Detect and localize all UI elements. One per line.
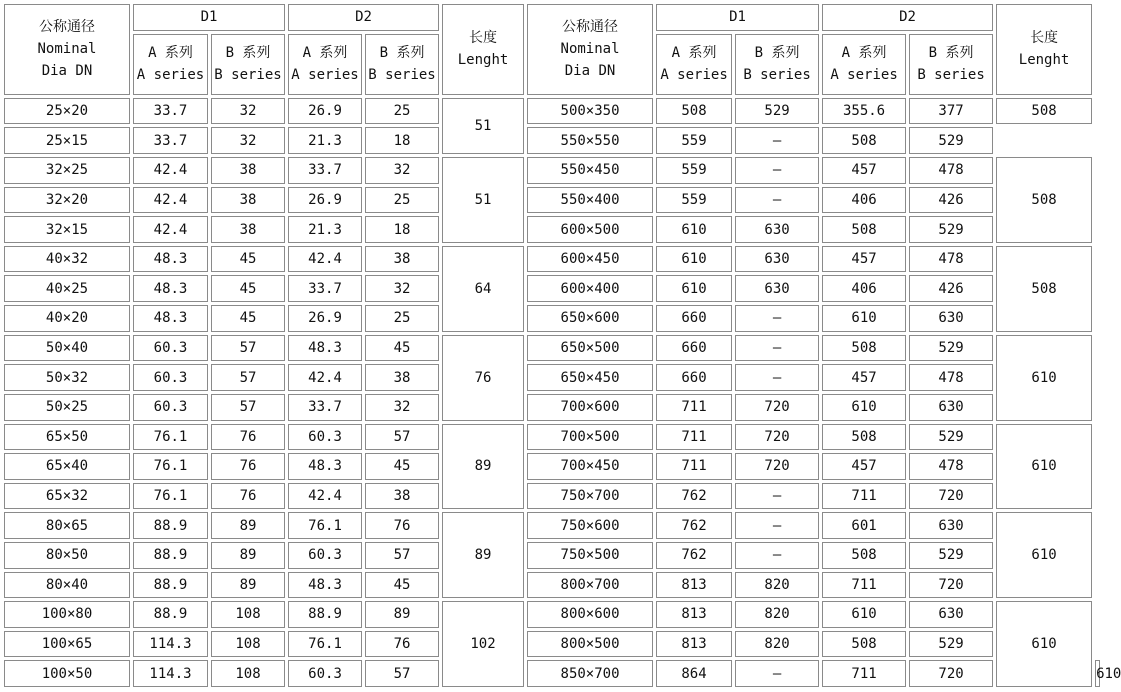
dia-dn-label: Dia DN [564,63,616,80]
length-cell: 610 [996,424,1092,510]
d2-b-series-cell: 32 [365,275,439,302]
d2-a-series-cell: 508 [822,335,906,362]
nominal-dia-cell: 40×25 [4,275,130,302]
nominal-dia-cell: 32×15 [4,216,130,243]
d1-b-series-cell: 89 [211,512,285,539]
d2-b-series-cell: 45 [365,572,439,599]
nominal-dia-cell: 50×25 [4,394,130,421]
nominal-dia-cell: 550×450 [527,157,653,184]
nominal-dia-cell: 650×450 [527,364,653,391]
d2-b-series-cell: 32 [365,157,439,184]
length-header-left [442,4,524,95]
nominal-dia-cell: 750×500 [527,542,653,569]
d1-a-series-cell: 42.4 [133,187,208,214]
nominal-dia-cell: 700×500 [527,424,653,451]
length-cell: 610 [996,512,1092,598]
d2-b-series-cell: 38 [365,483,439,510]
d1-a-series-cell: 60.3 [133,335,208,362]
d2-b-series-cell: 529 [909,542,993,569]
table-row [4,483,1100,510]
nominal-dia-cell: 800×500 [527,631,653,658]
d2-a-series-cell: 21.3 [288,127,362,154]
length-cell [996,127,1092,154]
d1-a-series-cell: 48.3 [133,246,208,273]
d1-b-series-cell: – [735,305,819,332]
d1-b-series-cell: 45 [211,305,285,332]
nominal-dia-cell: 800×700 [527,572,653,599]
length-cell: 64 [442,246,524,332]
length-cell: 610 [996,601,1092,687]
length-en-label: Lenght [457,52,509,69]
nominal-dia-cell: 100×50 [4,660,130,687]
d2-b-series-header-right [909,34,993,95]
b-series-cn: B 系列 [928,45,974,62]
d2-a-series-cell: 33.7 [288,275,362,302]
d1-b-series-cell: 720 [735,453,819,480]
d2-a-series-cell: 610 [822,394,906,421]
d1-header-left: D1 [133,4,285,31]
d2-a-series-cell: 508 [822,127,906,154]
d1-a-series-cell: 660 [656,364,732,391]
nominal-dia-cell: 850×700 [527,660,653,687]
header-row-1 [4,4,1100,31]
d2-a-series-cell: 76.1 [288,631,362,658]
table-row [4,187,1100,214]
d1-a-series-cell: 33.7 [133,98,208,125]
d1-a-series-cell: 559 [656,187,732,214]
d2-b-series-cell: 478 [909,157,993,184]
length-cell: 76 [442,335,524,421]
d2-a-series-cell: 33.7 [288,394,362,421]
d2-a-series-cell: 457 [822,364,906,391]
d1-a-series-cell: 508 [656,98,732,125]
table-row [4,424,1100,451]
d1-a-series-cell: 60.3 [133,364,208,391]
d1-a-series-cell: 610 [656,216,732,243]
nominal-dia-cell: 65×40 [4,453,130,480]
d2-a-series-cell: 42.4 [288,246,362,273]
d2-a-series-cell: 60.3 [288,424,362,451]
length-cell: 508 [996,98,1092,125]
d1-b-series-cell: – [735,512,819,539]
length-cell: 89 [442,424,524,510]
d2-b-series-cell: 529 [909,335,993,362]
d2-b-series-cell: 529 [909,127,993,154]
d1-b-series-cell: – [735,157,819,184]
d2-a-series-cell: 711 [822,660,906,687]
length-cell: 610 [1095,660,1100,687]
d1-b-series-cell: – [735,364,819,391]
length-cell: 508 [996,157,1092,243]
d1-a-series-cell: 762 [656,542,732,569]
nominal-dia-cell: 40×20 [4,305,130,332]
d2-a-series-cell: 610 [822,601,906,628]
length-cell: 51 [442,157,524,243]
nominal-dia-cell: 600×500 [527,216,653,243]
nominal-dia-cell: 25×20 [4,98,130,125]
d2-a-series-cell: 610 [822,305,906,332]
a-series-cn: A 系列 [302,45,348,62]
table-row [4,98,1100,125]
b-series-cn: B 系列 [379,45,425,62]
nominal-dia-cell: 600×400 [527,275,653,302]
nominal-dia-header-left [4,4,130,95]
nominal-dia-cell: 50×32 [4,364,130,391]
d1-a-series-cell: 48.3 [133,305,208,332]
d2-b-series-cell: 25 [365,98,439,125]
d1-a-series-cell: 711 [656,394,732,421]
d1-b-series-cell: 45 [211,246,285,273]
d2-b-series-cell: 89 [365,601,439,628]
d2-b-series-cell: 529 [909,216,993,243]
d2-b-series-cell: 720 [909,660,993,687]
d2-a-series-cell: 457 [822,157,906,184]
length-cell: 610 [996,335,1092,421]
nominal-dia-cell: 700×450 [527,453,653,480]
nominal-dia-cell: 650×600 [527,305,653,332]
d1-b-series-cell: 38 [211,216,285,243]
d2-b-series-cell: 630 [909,512,993,539]
table-row [4,246,1100,273]
table-row [4,127,1100,154]
d2-a-series-cell: 457 [822,246,906,273]
d2-b-series-cell: 32 [365,394,439,421]
d1-a-series-cell: 114.3 [133,631,208,658]
d1-b-series-cell: 57 [211,335,285,362]
table-row [4,157,1100,184]
d2-b-series-cell: 25 [365,305,439,332]
d1-a-series-cell: 42.4 [133,216,208,243]
a-series-en: A series [830,67,898,84]
table-row [4,512,1100,539]
d1-b-series-cell: 820 [735,572,819,599]
d1-b-series-cell: – [735,127,819,154]
d2-a-series-cell: 508 [822,216,906,243]
d2-a-series-cell: 711 [822,483,906,510]
reducer-dimension-table [1,1,1121,690]
nominal-cn-label: 公称通径 [39,19,95,36]
d1-a-series-cell: 762 [656,512,732,539]
nominal-en-label: Nominal [560,41,620,58]
d2-a-series-cell: 60.3 [288,542,362,569]
d1-a-series-cell: 559 [656,127,732,154]
nominal-dia-cell: 100×65 [4,631,130,658]
d1-b-series-cell: – [735,660,819,687]
nominal-dia-cell: 550×550 [527,127,653,154]
table-row [4,453,1100,480]
d1-a-series-cell: 813 [656,572,732,599]
d1-b-series-cell: 108 [211,660,285,687]
d2-b-series-cell: 630 [909,305,993,332]
nominal-dia-cell: 800×600 [527,601,653,628]
nominal-dia-cell: 32×25 [4,157,130,184]
d1-a-series-header-left [133,34,208,95]
nominal-dia-cell: 50×40 [4,335,130,362]
d1-a-series-cell: 76.1 [133,453,208,480]
b-series-cn: B 系列 [225,45,271,62]
d2-header-right: D2 [822,4,993,31]
nominal-cn-label: 公称通径 [562,19,619,36]
d2-a-series-cell: 42.4 [288,483,362,510]
d1-b-series-header-left [211,34,285,95]
a-series-en: A series [291,67,359,84]
d2-header-left: D2 [288,4,439,31]
d1-b-series-cell: 89 [211,572,285,599]
d1-b-series-cell: – [735,483,819,510]
d2-b-series-cell: 529 [909,631,993,658]
d1-b-series-cell: 108 [211,631,285,658]
nominal-dia-cell: 650×500 [527,335,653,362]
d1-a-series-cell: 711 [656,453,732,480]
nominal-dia-cell: 80×50 [4,542,130,569]
d2-a-series-cell: 88.9 [288,601,362,628]
d1-a-series-cell: 660 [656,305,732,332]
d2-a-series-cell: 48.3 [288,572,362,599]
d1-b-series-cell: 32 [211,127,285,154]
d1-a-series-cell: 813 [656,601,732,628]
length-cell: 102 [442,601,524,687]
nominal-dia-cell: 550×400 [527,187,653,214]
b-series-en: B series [368,67,436,84]
d2-a-series-cell: 42.4 [288,364,362,391]
nominal-dia-cell: 40×32 [4,246,130,273]
d2-a-series-cell: 711 [822,572,906,599]
d2-a-series-cell: 26.9 [288,187,362,214]
b-series-en: B series [917,67,985,84]
a-series-en: A series [136,67,205,84]
length-cn-label: 长度 [1030,30,1059,47]
d2-a-series-cell: 33.7 [288,157,362,184]
d1-b-series-cell: 89 [211,542,285,569]
nominal-dia-header-right [527,4,653,95]
d1-a-series-cell: 114.3 [133,660,208,687]
d2-b-series-cell: 45 [365,335,439,362]
nominal-en-label: Nominal [37,41,97,58]
length-cell: 51 [442,98,524,154]
d2-b-series-cell: 76 [365,512,439,539]
d2-b-series-cell: 38 [365,246,439,273]
d1-b-series-cell: 529 [735,98,819,125]
d2-a-series-cell: 406 [822,187,906,214]
table-row [4,660,1100,687]
d2-b-series-cell: 478 [909,246,993,273]
d1-a-series-cell: 88.9 [133,601,208,628]
b-series-cn: B 系列 [754,45,800,62]
b-series-en: B series [214,67,282,84]
d2-b-series-cell: 630 [909,601,993,628]
length-cn-label: 长度 [469,30,498,47]
table-row [4,394,1100,421]
d1-a-series-cell: 610 [656,275,732,302]
d2-b-series-cell: 426 [909,275,993,302]
d1-b-series-cell: 38 [211,157,285,184]
d2-b-series-cell: 478 [909,364,993,391]
d1-b-series-cell: 38 [211,187,285,214]
d2-b-series-cell: 720 [909,572,993,599]
table-row [4,275,1100,302]
table-row [4,364,1100,391]
table-row [4,335,1100,362]
d1-b-series-cell: 57 [211,394,285,421]
d2-a-series-cell: 601 [822,512,906,539]
a-series-cn: A 系列 [671,45,717,62]
d2-a-series-cell: 457 [822,453,906,480]
d2-b-series-cell: 57 [365,542,439,569]
d2-b-series-cell: 377 [909,98,993,125]
nominal-dia-cell: 32×20 [4,187,130,214]
nominal-dia-cell: 80×65 [4,512,130,539]
d1-b-series-cell: 32 [211,98,285,125]
nominal-dia-cell: 700×600 [527,394,653,421]
d1-header-right: D1 [656,4,819,31]
nominal-dia-cell: 500×350 [527,98,653,125]
nominal-dia-cell: 65×32 [4,483,130,510]
table-row [4,305,1100,332]
nominal-dia-cell: 65×50 [4,424,130,451]
length-cell: 89 [442,512,524,598]
d1-a-series-cell: 864 [656,660,732,687]
table-row [4,542,1100,569]
b-series-en: B series [743,67,811,84]
d1-b-series-cell: 720 [735,424,819,451]
d2-b-series-cell: 76 [365,631,439,658]
nominal-dia-cell: 25×15 [4,127,130,154]
table-row [4,631,1100,658]
d1-b-series-cell: 630 [735,275,819,302]
d2-b-series-cell: 478 [909,453,993,480]
d2-a-series-cell: 60.3 [288,660,362,687]
d2-b-series-cell: 426 [909,187,993,214]
dia-dn-label: Dia DN [41,63,93,80]
length-header-right [996,4,1092,95]
d2-b-series-cell: 18 [365,127,439,154]
d2-a-series-cell: 508 [822,631,906,658]
d1-b-series-cell: – [735,187,819,214]
d2-b-series-cell: 630 [909,394,993,421]
nominal-dia-cell: 600×450 [527,246,653,273]
table-body [4,4,1121,687]
d2-a-series-cell: 48.3 [288,453,362,480]
d1-a-series-cell: 610 [656,246,732,273]
d1-a-series-header-right [656,34,732,95]
d1-a-series-cell: 762 [656,483,732,510]
length-cell: 508 [996,246,1092,332]
d1-b-series-cell: 45 [211,275,285,302]
length-en-label: Lenght [1018,52,1070,69]
d2-b-series-cell: 57 [365,660,439,687]
d1-a-series-cell: 559 [656,157,732,184]
d1-b-series-cell: 720 [735,394,819,421]
d1-a-series-cell: 660 [656,335,732,362]
d2-a-series-cell: 508 [822,542,906,569]
d2-a-series-header-left [288,34,362,95]
d2-a-series-cell: 508 [822,424,906,451]
d1-b-series-header-right [735,34,819,95]
d1-a-series-cell: 76.1 [133,483,208,510]
d1-b-series-cell: – [735,335,819,362]
d2-b-series-cell: 57 [365,424,439,451]
d1-b-series-cell: – [735,542,819,569]
table-row [4,572,1100,599]
d1-b-series-cell: 76 [211,453,285,480]
d2-a-series-cell: 76.1 [288,512,362,539]
d2-b-series-cell: 45 [365,453,439,480]
nominal-dia-cell: 750×600 [527,512,653,539]
d1-a-series-cell: 88.9 [133,542,208,569]
d1-b-series-cell: 820 [735,631,819,658]
d1-a-series-cell: 76.1 [133,424,208,451]
d2-a-series-cell: 26.9 [288,305,362,332]
d2-b-series-cell: 25 [365,187,439,214]
d2-b-series-cell: 18 [365,216,439,243]
a-series-en: A series [660,67,728,84]
table-row [4,601,1100,628]
d1-a-series-cell: 711 [656,424,732,451]
d2-a-series-cell: 355.6 [822,98,906,125]
d1-a-series-cell: 48.3 [133,275,208,302]
d1-a-series-cell: 88.9 [133,512,208,539]
d2-a-series-header-right [822,34,906,95]
d2-a-series-cell: 48.3 [288,335,362,362]
nominal-dia-cell: 100×80 [4,601,130,628]
d2-b-series-cell: 720 [909,483,993,510]
d1-a-series-cell: 813 [656,631,732,658]
a-series-cn: A 系列 [841,45,887,62]
d2-a-series-cell: 406 [822,275,906,302]
a-series-cn: A 系列 [148,45,193,62]
d1-a-series-cell: 33.7 [133,127,208,154]
nominal-dia-cell: 750×700 [527,483,653,510]
d1-a-series-cell: 60.3 [133,394,208,421]
table-row [4,216,1100,243]
d2-b-series-cell: 38 [365,364,439,391]
d1-a-series-cell: 88.9 [133,572,208,599]
d1-b-series-cell: 76 [211,424,285,451]
d1-b-series-cell: 630 [735,246,819,273]
d2-b-series-header-left [365,34,439,95]
nominal-dia-cell: 80×40 [4,572,130,599]
d1-b-series-cell: 820 [735,601,819,628]
d1-b-series-cell: 76 [211,483,285,510]
d1-b-series-cell: 630 [735,216,819,243]
d1-b-series-cell: 108 [211,601,285,628]
d2-a-series-cell: 21.3 [288,216,362,243]
d1-b-series-cell: 57 [211,364,285,391]
d2-a-series-cell: 26.9 [288,98,362,125]
d2-b-series-cell: 529 [909,424,993,451]
d1-a-series-cell: 42.4 [133,157,208,184]
